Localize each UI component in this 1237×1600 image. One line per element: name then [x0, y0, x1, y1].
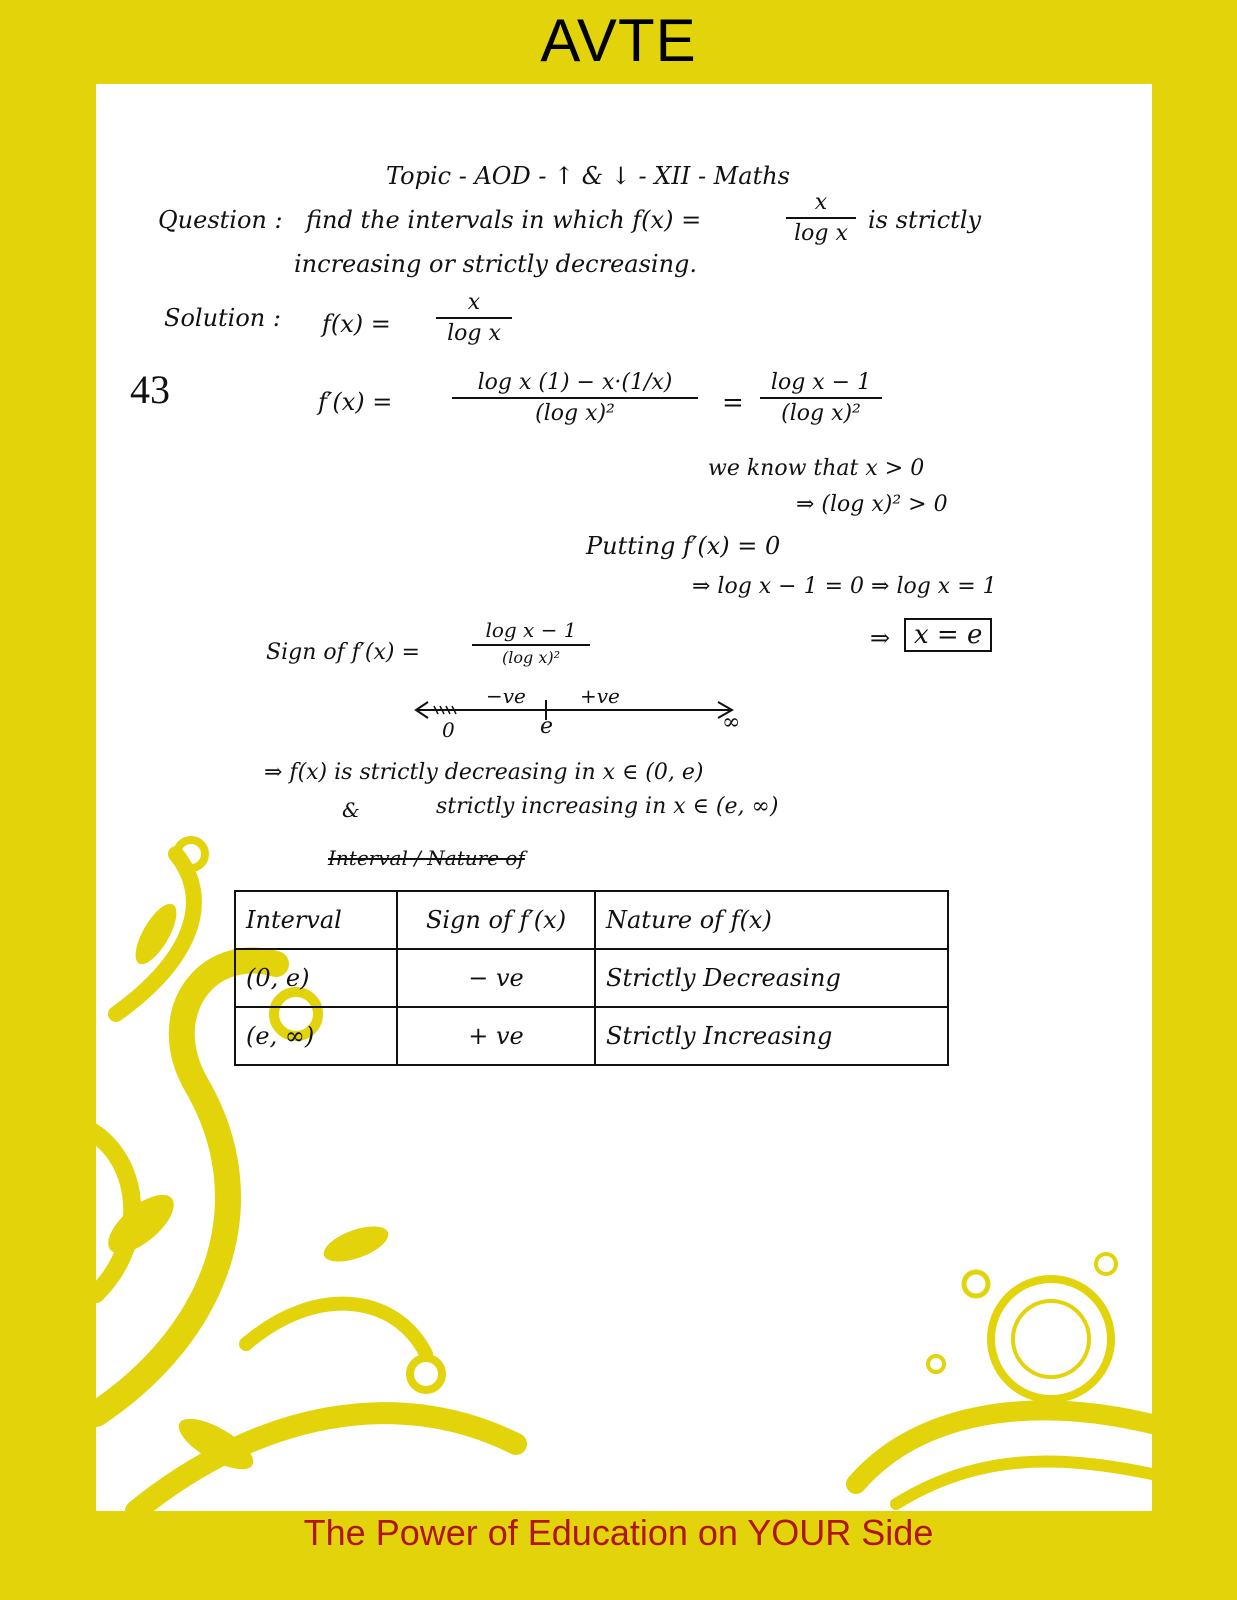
table-cell: − ve — [397, 949, 595, 1007]
number-line-e: e — [540, 714, 554, 739]
fraction-denominator: log x — [794, 221, 848, 246]
brand-title: AVTE — [540, 7, 697, 74]
solution-label: Solution : — [164, 304, 281, 332]
fraction-bar — [760, 397, 882, 399]
know-line-1: we know that x > 0 — [708, 456, 925, 481]
question-text-line2: increasing or strictly decreasing. — [294, 250, 698, 278]
derivative-simplified-fraction — [760, 370, 882, 426]
question-text-end: is strictly — [868, 206, 982, 234]
table-cell: + ve — [397, 1007, 595, 1065]
sign-lhs: Sign of f′(x) = — [266, 640, 420, 665]
sign-fraction — [472, 618, 590, 667]
number-line-positive: +ve — [580, 684, 620, 708]
function-lhs: f(x) = — [322, 310, 391, 338]
fraction-numerator: log x (1) − x·(1/x) — [477, 370, 673, 395]
fraction-denominator: (log x)² — [781, 401, 861, 426]
fraction-denominator: (log x)² — [502, 648, 560, 667]
fraction-denominator: log x — [447, 321, 501, 346]
conclusion-ampersand: & — [342, 798, 360, 822]
table-row — [235, 1007, 948, 1065]
fraction-bar — [472, 644, 590, 646]
fraction-numerator: x — [467, 290, 481, 315]
fraction-bar — [452, 397, 698, 399]
table-header-cell: Interval — [235, 891, 397, 949]
table-cell: (e, ∞) — [235, 1007, 397, 1065]
fraction-numerator: log x − 1 — [770, 370, 872, 395]
derivative-fraction — [452, 370, 698, 426]
putting-line: Putting f′(x) = 0 — [586, 532, 781, 560]
number-line-zero: 0 — [442, 718, 455, 742]
fraction-bar — [786, 217, 856, 219]
equals-sign: = — [722, 388, 744, 418]
know-line-2: ⇒ (log x)² > 0 — [796, 492, 948, 517]
note-sheet — [96, 84, 1152, 1511]
fraction-bar — [436, 317, 512, 319]
topic-line: Topic - AOD - ↑ & ↓ - XII - Maths — [386, 162, 790, 190]
table-header-cell: Sign of f′(x) — [397, 891, 595, 949]
result-boxed: x = e — [904, 618, 992, 652]
function-fraction — [436, 290, 512, 346]
question-label: Question : — [158, 206, 283, 234]
scratch-heading: Interval / Nature of — [328, 846, 525, 870]
table-header-cell: Nature of f(x) — [595, 891, 948, 949]
page-number: 43 — [130, 367, 170, 412]
summary-table — [234, 890, 949, 1066]
table-row — [235, 949, 948, 1007]
table-cell: Strictly Increasing — [595, 1007, 948, 1065]
implies-arrow: ⇒ — [870, 624, 891, 652]
question-text: find the intervals in which f(x) = — [306, 206, 702, 234]
table-cell: (0, e) — [235, 949, 397, 1007]
table-header-row — [235, 891, 948, 949]
conclusion-line-2: strictly increasing in x ∈ (e, ∞) — [436, 794, 779, 819]
fraction-numerator: log x − 1 — [485, 618, 577, 642]
table-cell: Strictly Decreasing — [595, 949, 948, 1007]
fraction-denominator: (log x)² — [535, 401, 615, 426]
number-line-infinity: ∞ — [722, 710, 741, 735]
question-fraction — [786, 190, 856, 246]
log-equation-line: ⇒ log x − 1 = 0 ⇒ log x = 1 — [692, 574, 997, 599]
footer-tagline: The Power of Education on YOUR Side — [303, 1512, 934, 1553]
conclusion-line-1: ⇒ f(x) is strictly decreasing in x ∈ (0, e) — [264, 760, 704, 785]
number-line-negative: −ve — [486, 684, 526, 708]
derivative-lhs: f′(x) = — [318, 388, 393, 416]
fraction-numerator: x — [814, 190, 828, 215]
